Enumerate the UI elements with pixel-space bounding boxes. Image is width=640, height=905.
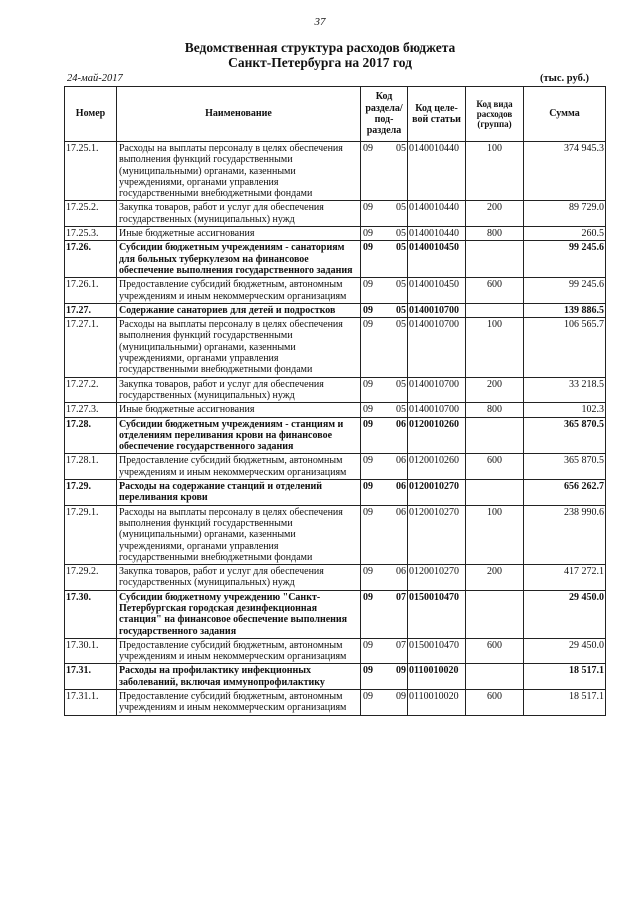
table-row (65, 318, 606, 377)
row-target-code: 0140010700 (408, 403, 466, 417)
row-target-code: 0140010440 (408, 142, 466, 201)
table-row (65, 690, 606, 716)
row-razdel: 09 (361, 505, 381, 564)
row-podrazdel: 05 (381, 142, 408, 201)
row-target-code: 0140010700 (408, 303, 466, 317)
row-expense-type (466, 303, 524, 317)
row-podrazdel: 05 (381, 201, 408, 227)
row-expense-type: 800 (466, 403, 524, 417)
row-razdel: 09 (361, 417, 381, 454)
row-podrazdel: 07 (381, 590, 408, 638)
row-razdel: 09 (361, 590, 381, 638)
table-row (65, 377, 606, 403)
table-body (65, 142, 606, 716)
page-number: 37 (314, 16, 326, 28)
row-name: Предоставление субсидий бюджетным, автономным учреждениям и иным некоммерческим организациям (117, 278, 361, 304)
table-header-row (65, 87, 606, 142)
row-expense-type (466, 241, 524, 278)
row-podrazdel: 05 (381, 278, 408, 304)
row-expense-type: 600 (466, 690, 524, 716)
row-number: 17.29.2. (65, 565, 117, 591)
table-row (65, 201, 606, 227)
row-target-code: 0140010450 (408, 241, 466, 278)
table-row (65, 142, 606, 201)
row-name: Предоставление субсидий бюджетным, автономным учреждениям и иным некоммерческим организациям (117, 638, 361, 664)
row-name: Расходы на выплаты персоналу в целях обеспечения выполнения функций государственными (муниципальными) органами, казенными учреждениями, органами управления государственными внебюджетными фондами (117, 505, 361, 564)
header-target: Код целе- вой статьи (408, 87, 466, 142)
row-sum: 417 272.1 (524, 565, 606, 591)
table-row (65, 227, 606, 241)
row-podrazdel: 05 (381, 303, 408, 317)
row-number: 17.25.2. (65, 201, 117, 227)
row-sum: 18 517.1 (524, 664, 606, 690)
row-name: Закупка товаров, работ и услуг для обеспечения государственных (муниципальных) нужд (117, 565, 361, 591)
table-row (65, 590, 606, 638)
table-row (65, 417, 606, 454)
row-name: Предоставление субсидий бюджетным, автономным учреждениям и иным некоммерческим организациям (117, 690, 361, 716)
row-podrazdel: 06 (381, 505, 408, 564)
row-expense-type: 600 (466, 278, 524, 304)
row-razdel: 09 (361, 201, 381, 227)
row-expense-type: 100 (466, 505, 524, 564)
row-razdel: 09 (361, 278, 381, 304)
row-podrazdel: 07 (381, 638, 408, 664)
row-sum: 365 870.5 (524, 417, 606, 454)
row-sum: 33 218.5 (524, 377, 606, 403)
header-name: Наименование (117, 87, 361, 142)
row-razdel: 09 (361, 303, 381, 317)
row-expense-type: 600 (466, 454, 524, 480)
row-target-code: 0140010450 (408, 278, 466, 304)
row-number: 17.29.1. (65, 505, 117, 564)
row-sum: 656 262.7 (524, 480, 606, 506)
row-sum: 99 245.6 (524, 241, 606, 278)
row-target-code: 0150010470 (408, 590, 466, 638)
row-razdel: 09 (361, 227, 381, 241)
row-expense-type: 200 (466, 377, 524, 403)
table-row (65, 454, 606, 480)
row-target-code: 0140010440 (408, 201, 466, 227)
row-target-code: 0120010270 (408, 505, 466, 564)
row-number: 17.31. (65, 664, 117, 690)
row-sum: 102.3 (524, 403, 606, 417)
row-podrazdel: 05 (381, 241, 408, 278)
row-name: Содержание санаториев для детей и подростков (117, 303, 361, 317)
row-sum: 18 517.1 (524, 690, 606, 716)
row-razdel: 09 (361, 241, 381, 278)
row-razdel: 09 (361, 403, 381, 417)
row-sum: 29 450.0 (524, 590, 606, 638)
row-podrazdel: 06 (381, 454, 408, 480)
row-sum: 260.5 (524, 227, 606, 241)
row-name: Расходы на профилактику инфекционных заболеваний, включая иммунопрофилактику (117, 664, 361, 690)
row-name: Иные бюджетные ассигнования (117, 227, 361, 241)
row-sum: 29 450.0 (524, 638, 606, 664)
table-row (65, 565, 606, 591)
row-name: Расходы на выплаты персоналу в целях обеспечения выполнения функций государственными (муниципальными) органами, казенными учреждениями, органами управления государственными внебюджетными фондами (117, 318, 361, 377)
document-title (0, 40, 640, 70)
row-number: 17.28.1. (65, 454, 117, 480)
row-name: Иные бюджетные ассигнования (117, 403, 361, 417)
title-line-1: Ведомственная структура расходов бюджета (184, 40, 456, 55)
row-razdel: 09 (361, 318, 381, 377)
table-row (65, 505, 606, 564)
row-name: Закупка товаров, работ и услуг для обеспечения государственных (муниципальных) нужд (117, 201, 361, 227)
table-row (65, 480, 606, 506)
row-expense-type: 800 (466, 227, 524, 241)
row-number: 17.25.3. (65, 227, 117, 241)
row-number: 17.26. (65, 241, 117, 278)
row-expense-type: 200 (466, 201, 524, 227)
row-expense-type: 100 (466, 142, 524, 201)
row-target-code: 0120010260 (408, 417, 466, 454)
table-row (65, 241, 606, 278)
row-podrazdel: 05 (381, 227, 408, 241)
row-podrazdel: 05 (381, 377, 408, 403)
row-podrazdel: 09 (381, 664, 408, 690)
row-podrazdel: 06 (381, 565, 408, 591)
row-target-code: 0150010470 (408, 638, 466, 664)
table-row (65, 638, 606, 664)
row-number: 17.31.1. (65, 690, 117, 716)
row-target-code: 0120010270 (408, 480, 466, 506)
row-podrazdel: 09 (381, 690, 408, 716)
row-number: 17.25.1. (65, 142, 117, 201)
row-podrazdel: 06 (381, 480, 408, 506)
row-name: Субсидии бюджетному учреждению "Санкт-Петербургская городская дезинфекционная станция" на финансовое обеспечение выполнения государственного задания (117, 590, 361, 638)
row-razdel: 09 (361, 454, 381, 480)
row-name: Предоставление субсидий бюджетным, автономным учреждениям и иным некоммерческим организациям (117, 454, 361, 480)
row-razdel: 09 (361, 142, 381, 201)
row-number: 17.26.1. (65, 278, 117, 304)
header-razdel: Код раздела/ под- раздела (361, 87, 408, 142)
row-razdel: 09 (361, 565, 381, 591)
row-target-code: 0110010020 (408, 690, 466, 716)
row-podrazdel: 05 (381, 403, 408, 417)
row-number: 17.30. (65, 590, 117, 638)
row-sum: 99 245.6 (524, 278, 606, 304)
row-target-code: 0110010020 (408, 664, 466, 690)
row-name: Расходы на содержание станций и отделений переливания крови (117, 480, 361, 506)
row-razdel: 09 (361, 638, 381, 664)
row-target-code: 0120010260 (408, 454, 466, 480)
row-razdel: 09 (361, 480, 381, 506)
row-razdel: 09 (361, 664, 381, 690)
table-row (65, 664, 606, 690)
row-razdel: 09 (361, 377, 381, 403)
row-sum: 139 886.5 (524, 303, 606, 317)
document-date: 24-май-2017 (67, 73, 123, 84)
row-name: Субсидии бюджетным учреждениям - станциям и отделениям переливания крови на финансовое обеспечение государственного задания (117, 417, 361, 454)
row-expense-type (466, 417, 524, 454)
row-razdel: 09 (361, 690, 381, 716)
row-expense-type (466, 664, 524, 690)
row-sum: 238 990.6 (524, 505, 606, 564)
table-row (65, 403, 606, 417)
row-number: 17.27.2. (65, 377, 117, 403)
budget-table (64, 86, 606, 716)
row-target-code: 0120010270 (408, 565, 466, 591)
row-expense-type (466, 590, 524, 638)
row-number: 17.29. (65, 480, 117, 506)
row-expense-type: 200 (466, 565, 524, 591)
row-name: Субсидии бюджетным учреждениям - санаториям для больных туберкулезом на финансовое обеспечение выполнения государственного задания (117, 241, 361, 278)
units-label: (тыс. руб.) (540, 73, 589, 84)
row-number: 17.27.3. (65, 403, 117, 417)
row-sum: 374 945.3 (524, 142, 606, 201)
row-expense-type: 100 (466, 318, 524, 377)
row-sum: 89 729.0 (524, 201, 606, 227)
header-number: Номер (65, 87, 117, 142)
table-row (65, 278, 606, 304)
row-target-code: 0140010440 (408, 227, 466, 241)
row-podrazdel: 05 (381, 318, 408, 377)
row-name: Закупка товаров, работ и услуг для обеспечения государственных (муниципальных) нужд (117, 377, 361, 403)
row-expense-type (466, 480, 524, 506)
row-number: 17.27. (65, 303, 117, 317)
row-number: 17.30.1. (65, 638, 117, 664)
row-sum: 106 565.7 (524, 318, 606, 377)
row-sum: 365 870.5 (524, 454, 606, 480)
title-line-2: Санкт-Петербурга на 2017 год (228, 55, 412, 70)
header-vid: Код вида расходов (группа) (466, 87, 524, 142)
row-number: 17.28. (65, 417, 117, 454)
row-name: Расходы на выплаты персоналу в целях обеспечения выполнения функций государственными (муниципальными) органами, казенными учреждениями, органами управления государственными внебюджетными фондами (117, 142, 361, 201)
header-sum: Сумма (524, 87, 606, 142)
row-number: 17.27.1. (65, 318, 117, 377)
row-podrazdel: 06 (381, 417, 408, 454)
row-target-code: 0140010700 (408, 318, 466, 377)
row-expense-type: 600 (466, 638, 524, 664)
table-row (65, 303, 606, 317)
row-target-code: 0140010700 (408, 377, 466, 403)
